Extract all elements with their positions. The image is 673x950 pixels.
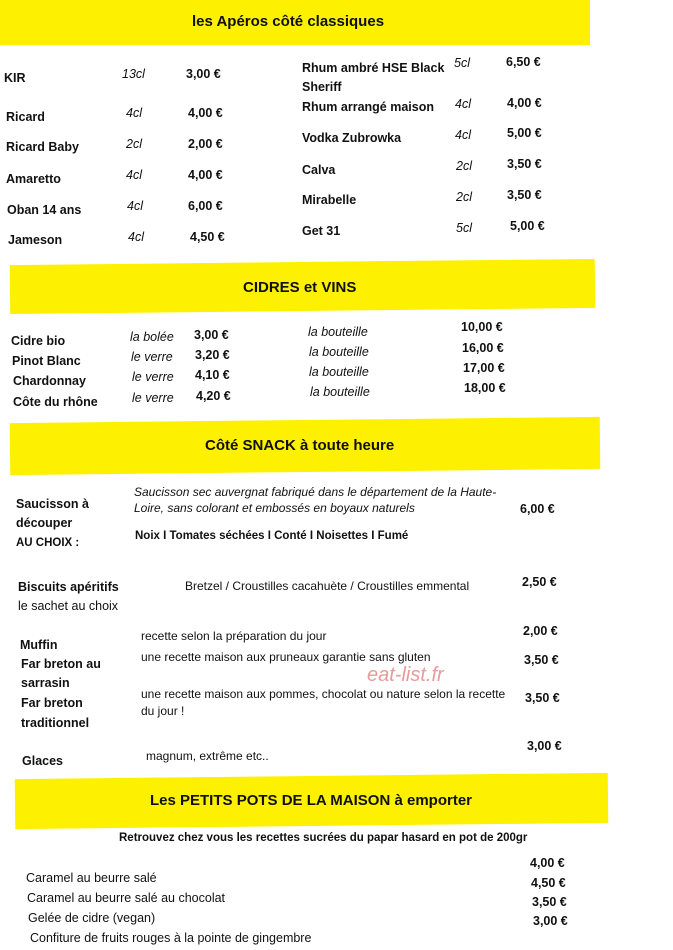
item-name: Calva bbox=[302, 163, 336, 177]
item-qty: 13cl bbox=[122, 67, 145, 81]
item-qty: 5cl bbox=[454, 56, 470, 70]
item-qty: 2cl bbox=[456, 159, 472, 173]
item-price: 3,20 € bbox=[195, 348, 230, 362]
pots-title: Les PETITS POTS DE LA MAISON à emporter bbox=[150, 792, 473, 809]
item-name-line2: Sheriff bbox=[302, 80, 342, 94]
item-name: KIR bbox=[4, 71, 26, 85]
item-name: Mirabelle bbox=[302, 193, 357, 207]
item-qty: 4cl bbox=[126, 168, 142, 182]
item-qty: 2cl bbox=[126, 137, 142, 151]
item-name: Oban 14 ans bbox=[7, 203, 82, 217]
item-qty: 4cl bbox=[127, 199, 143, 213]
snack-title: Côté SNACK à toute heure bbox=[205, 437, 395, 454]
item-price: 6,00 € bbox=[188, 199, 223, 213]
item-price: 4,00 € bbox=[188, 168, 223, 182]
item-bottle-price: 17,00 € bbox=[463, 361, 505, 375]
item-description: une recette maison aux pommes, chocolat ou nature selon la recette du jour ! bbox=[141, 687, 506, 718]
item-description: magnum, extrême etc.. bbox=[146, 749, 269, 763]
item-price: 6,50 € bbox=[506, 55, 541, 69]
item-price: 4,50 € bbox=[531, 876, 566, 890]
item-name: Gelée de cidre (vegan) bbox=[28, 911, 156, 925]
item-bottle: la bouteille bbox=[310, 385, 370, 399]
item-price: 4,20 € bbox=[196, 389, 231, 403]
item-qty: 4cl bbox=[455, 97, 471, 111]
item-name: Rhum arrangé maison bbox=[302, 100, 434, 114]
item-price: 3,50 € bbox=[507, 188, 542, 202]
item-name: Chardonnay bbox=[13, 374, 86, 388]
item-name: Ricard bbox=[6, 110, 45, 124]
item-name: Vodka Zubrowka bbox=[302, 131, 402, 145]
item-price: 3,00 € bbox=[186, 67, 221, 81]
item-bottle-price: 10,00 € bbox=[461, 320, 503, 334]
item-name: Jameson bbox=[8, 233, 63, 247]
item-name: Confiture de fruits rouges à la pointe de gingembre bbox=[30, 931, 312, 945]
item-name-line1: Saucisson à bbox=[16, 497, 89, 511]
item-name: Glaces bbox=[22, 754, 64, 768]
item-price: 3,00 € bbox=[527, 739, 562, 753]
item-name-line1: Biscuits apéritifs bbox=[18, 580, 119, 594]
item-name-line2: le sachet au choix bbox=[18, 599, 119, 613]
item-price: 3,00 € bbox=[194, 328, 229, 342]
choice-label: AU CHOIX : bbox=[16, 537, 80, 549]
item-unit: le verre bbox=[131, 350, 173, 364]
item-description: Bretzel / Croustilles cacahuète / Croustilles emmental bbox=[185, 579, 470, 593]
aperos-title: les Apéros côté classiques bbox=[192, 13, 385, 30]
choice-list: Noix I Tomates séchées I Conté I Noisettes I Fumé bbox=[135, 530, 409, 542]
item-bottle: la bouteille bbox=[309, 345, 369, 359]
item-description: recette selon la préparation du jour bbox=[141, 629, 327, 643]
item-qty: 4cl bbox=[128, 230, 144, 244]
item-price: 2,00 € bbox=[188, 137, 223, 151]
item-name-line1: Far breton au bbox=[21, 657, 101, 671]
pots-subtitle: Retrouvez chez vous les recettes sucrées du papar hasard en pot de 200gr bbox=[119, 832, 528, 844]
item-unit: la bolée bbox=[130, 330, 174, 344]
item-name: Amaretto bbox=[6, 172, 61, 186]
item-name-line1: Rhum ambré HSE Black bbox=[302, 61, 445, 75]
item-price: 5,00 € bbox=[507, 126, 542, 140]
item-bottle: la bouteille bbox=[308, 325, 368, 339]
item-price: 4,00 € bbox=[530, 856, 565, 870]
item-price: 2,00 € bbox=[523, 624, 558, 638]
item-bottle-price: 18,00 € bbox=[464, 381, 506, 395]
item-name: Cidre bio bbox=[11, 334, 66, 348]
item-price: 4,00 € bbox=[188, 106, 223, 120]
item-description: une recette maison aux pruneaux garantie sans gluten bbox=[141, 650, 431, 664]
item-price: 5,00 € bbox=[510, 219, 545, 233]
item-price: 3,50 € bbox=[525, 691, 560, 705]
item-name-line1: Far breton bbox=[21, 696, 83, 710]
item-name-line2: sarrasin bbox=[21, 676, 70, 690]
item-bottle-price: 16,00 € bbox=[462, 341, 504, 355]
item-name: Pinot Blanc bbox=[12, 354, 81, 368]
item-price: 4,00 € bbox=[507, 96, 542, 110]
item-qty: 2cl bbox=[456, 190, 472, 204]
item-price: 3,50 € bbox=[532, 895, 567, 909]
item-name: Caramel au beurre salé au chocolat bbox=[27, 891, 226, 905]
item-price: 6,00 € bbox=[520, 502, 555, 516]
item-qty: 5cl bbox=[456, 221, 472, 235]
item-qty: 4cl bbox=[126, 106, 142, 120]
item-name: Get 31 bbox=[302, 224, 341, 238]
watermark: eat-list.fr bbox=[367, 664, 444, 686]
item-price: 4,10 € bbox=[195, 368, 230, 382]
item-name-line2: traditionnel bbox=[21, 716, 90, 730]
item-bottle: la bouteille bbox=[309, 365, 369, 379]
item-unit: le verre bbox=[132, 370, 174, 384]
item-price: 4,50 € bbox=[190, 230, 225, 244]
item-price: 3,50 € bbox=[507, 157, 542, 171]
cidres-title: CIDRES et VINS bbox=[243, 279, 357, 296]
item-price: 3,50 € bbox=[524, 653, 559, 667]
item-name: Caramel au beurre salé bbox=[26, 871, 157, 885]
item-name: Côte du rhône bbox=[13, 395, 98, 409]
item-price: 2,50 € bbox=[522, 575, 557, 589]
item-description: Saucisson sec auvergnat fabriqué dans le département de la Haute-Loire, sans colorant et embossés en boyaux naturels bbox=[134, 485, 497, 515]
item-price: 3,00 € bbox=[533, 914, 568, 928]
item-name: Muffin bbox=[20, 638, 58, 652]
item-unit: le verre bbox=[132, 391, 174, 405]
item-name: Ricard Baby bbox=[6, 140, 79, 154]
item-name-line2: découper bbox=[16, 516, 73, 530]
item-qty: 4cl bbox=[455, 128, 471, 142]
